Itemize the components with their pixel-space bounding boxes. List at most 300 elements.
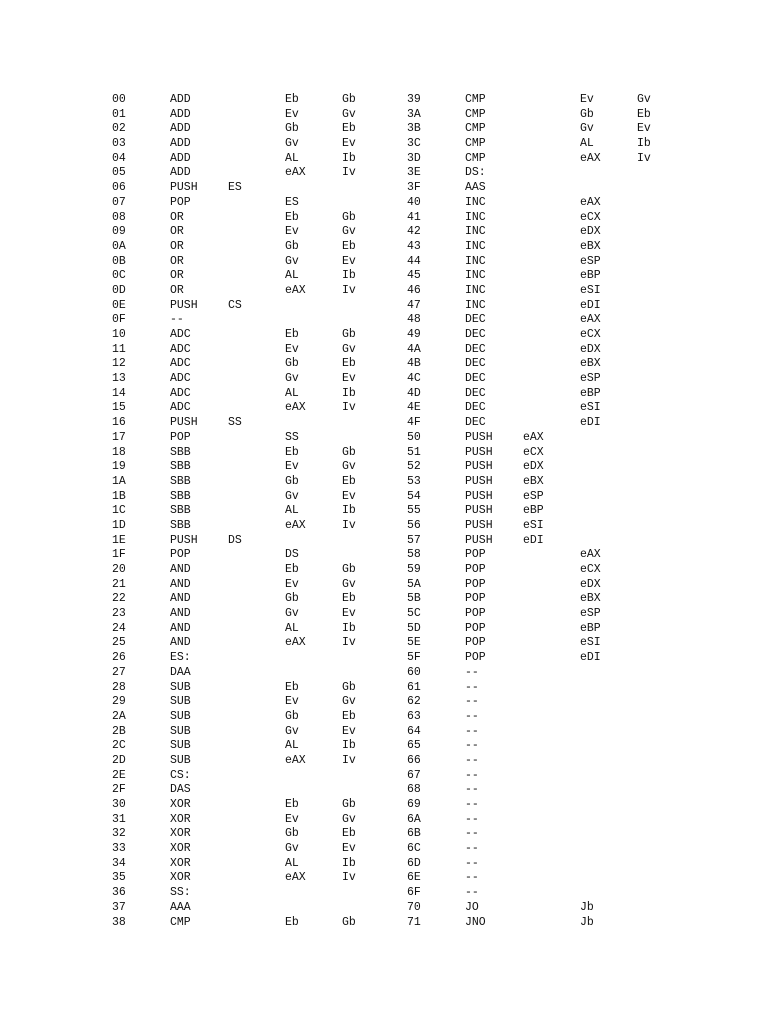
opcode-hex: 59 [407,563,421,576]
opcode-hex: 2D [112,753,126,767]
mnemonic: -- [465,680,479,694]
opcode-hex: 37 [112,900,126,914]
opcode-hex: 5C [407,607,421,621]
operand-2: Gb [342,328,356,341]
mnemonic: AND [170,636,191,650]
operand-1: eAX [580,548,601,562]
opcode-hex: 0B [112,254,126,268]
opcode-hex: 31 [112,812,126,826]
operand-1: eAX [285,283,306,297]
opcode-hex: 06 [112,181,126,195]
operand-1: eSP [580,372,601,386]
operand-1: Gv [285,137,299,151]
mnemonic: DEC [465,386,486,400]
opcode-hex: 46 [407,283,421,297]
mnemonic: OR [170,254,184,268]
mnemonic: ADD [170,137,191,151]
mnemonic: DEC [465,401,486,415]
mnemonic: SBB [170,518,191,532]
opcode-hex: 4B [407,357,421,371]
mnemonic: INC [465,210,486,224]
opcode-hex: 0E [112,298,126,312]
mnemonic: PUSH [170,533,198,547]
mnemonic: SBB [170,474,191,488]
mnemonic: POP [465,577,486,591]
opcode-hex: 33 [112,842,126,856]
opcode-hex: 05 [112,166,126,180]
operand-2: Eb [342,709,356,723]
operand-1: eAX [285,166,306,180]
mnemonic: -- [465,665,479,679]
operand-1: eAX [285,636,306,650]
operand-1: Gb [285,592,299,606]
operand-1: AL [580,137,594,151]
opcode-hex: 36 [112,886,126,900]
mnemonic: CMP [465,93,486,106]
opcode-hex: 00 [112,93,126,106]
operand-1: eCX [580,210,601,224]
operand-2: Gv [342,577,356,591]
mnemonic: ADC [170,328,191,341]
mnemonic: AND [170,563,191,576]
opcode-hex: 3D [407,151,421,165]
opcode-hex: 2C [112,739,126,753]
opcode-hex: 6C [407,842,421,856]
mnemonic: DEC [465,313,486,327]
opcode-hex: 25 [112,636,126,650]
register-operand: eBX [523,474,544,488]
opcode-hex: 17 [112,430,126,444]
operand-2: Iv [342,871,356,885]
mnemonic: -- [465,753,479,767]
register-operand: eDX [523,460,544,474]
register-operand: eAX [523,430,544,444]
opcode-hex: 44 [407,254,421,268]
opcode-hex: 0A [112,239,126,253]
operand-1: eAX [285,753,306,767]
mnemonic: -- [465,739,479,753]
operand-2: Iv [342,283,356,297]
opcode-hex: 60 [407,665,421,679]
operand-1: Gb [285,239,299,253]
operand-2: Ib [342,386,356,400]
mnemonic: POP [465,636,486,650]
mnemonic: XOR [170,827,191,841]
mnemonic: -- [465,827,479,841]
operand-1: Gv [285,724,299,738]
mnemonic: SUB [170,709,191,723]
mnemonic: PUSH [465,474,493,488]
mnemonic: PUSH [465,489,493,503]
mnemonic: -- [465,695,479,709]
operand-1: eAX [285,518,306,532]
mnemonic: PUSH [465,504,493,518]
opcode-hex: 29 [112,695,126,709]
mnemonic: ADD [170,107,191,121]
opcode-hex: 62 [407,695,421,709]
operand-2: Ev [637,122,651,136]
operand-1: eDI [580,298,601,312]
opcode-hex: 1B [112,489,126,503]
opcode-hex: 57 [407,533,421,547]
mnemonic: JO [465,900,479,914]
opcode-hex: 50 [407,430,421,444]
operand-1: ES [285,195,299,209]
mnemonic: POP [170,430,191,444]
mnemonic: DAA [170,665,191,679]
opcode-hex: 61 [407,680,421,694]
operand-1: AL [285,856,299,870]
operand-2: Eb [342,357,356,371]
operand-2: Gb [342,210,356,224]
mnemonic: PUSH [170,181,198,195]
mnemonic: POP [465,621,486,635]
operand-1: Jb [580,900,594,914]
mnemonic: -- [465,724,479,738]
mnemonic: XOR [170,871,191,885]
opcode-hex: 48 [407,313,421,327]
register-operand: CS [228,298,242,312]
mnemonic: CMP [465,137,486,151]
operand-1: Ev [580,93,594,106]
operand-1: eAX [285,871,306,885]
operand-1: Gv [285,489,299,503]
opcode-hex: 71 [407,915,421,929]
operand-2: Eb [342,592,356,606]
mnemonic: DEC [465,372,486,386]
mnemonic: SUB [170,753,191,767]
opcode-hex: 65 [407,739,421,753]
opcode-hex: 0C [112,269,126,283]
opcode-hex: 23 [112,607,126,621]
mnemonic: SUB [170,739,191,753]
opcode-hex: 0F [112,313,126,327]
mnemonic: SBB [170,504,191,518]
opcode-hex: 0D [112,283,126,297]
opcode-hex: 41 [407,210,421,224]
opcode-hex: 52 [407,460,421,474]
mnemonic: DEC [465,342,486,356]
operand-1: Gv [285,254,299,268]
opcode-hex: 1D [112,518,126,532]
operand-1: AL [285,151,299,165]
mnemonic: OR [170,225,184,239]
opcode-hex: 5B [407,592,421,606]
mnemonic: INC [465,269,486,283]
operand-2: Gb [342,93,356,106]
mnemonic: INC [465,225,486,239]
mnemonic: INC [465,298,486,312]
operand-1: Gb [285,357,299,371]
mnemonic: OR [170,239,184,253]
opcode-hex: 21 [112,577,126,591]
operand-1: eDX [580,577,601,591]
mnemonic: INC [465,195,486,209]
operand-2: Iv [342,636,356,650]
mnemonic: DS: [465,166,486,180]
opcode-hex: 3C [407,137,421,151]
opcode-hex: 08 [112,210,126,224]
operand-2: Gb [342,798,356,811]
register-operand: eCX [523,445,544,459]
opcode-hex: 5E [407,636,421,650]
operand-1: eDX [580,225,601,239]
opcode-hex: 01 [112,107,126,121]
operand-1: Eb [285,680,299,694]
opcode-hex: 16 [112,416,126,430]
mnemonic: AAS [465,181,486,195]
opcode-hex: 2B [112,724,126,738]
opcode-hex: 14 [112,386,126,400]
mnemonic: -- [465,709,479,723]
mnemonic: ADC [170,372,191,386]
mnemonic: POP [170,195,191,209]
opcode-hex: 28 [112,680,126,694]
opcode-hex: 34 [112,856,126,870]
operand-1: Gb [285,709,299,723]
opcode-hex: 11 [112,342,126,356]
operand-2: Eb [637,107,651,121]
mnemonic: SUB [170,680,191,694]
operand-2: Ev [342,254,356,268]
operand-1: AL [285,739,299,753]
mnemonic: -- [465,768,479,782]
mnemonic: AND [170,607,191,621]
operand-2: Gv [342,695,356,709]
operand-1: AL [285,386,299,400]
operand-1: eAX [285,401,306,415]
operand-2: Gv [342,812,356,826]
opcode-hex: 39 [407,93,421,106]
opcode-hex: 20 [112,563,126,576]
mnemonic: CMP [170,915,191,929]
mnemonic: -- [170,313,184,327]
mnemonic: -- [465,886,479,900]
mnemonic: -- [465,856,479,870]
operand-1: Eb [285,93,299,106]
operand-2: Gb [342,445,356,459]
operand-1: eSI [580,283,601,297]
operand-1: Eb [285,445,299,459]
mnemonic: ADD [170,166,191,180]
mnemonic: XOR [170,812,191,826]
register-operand: eDI [523,533,544,547]
mnemonic: INC [465,254,486,268]
mnemonic: POP [465,548,486,562]
operand-2: Gv [342,460,356,474]
operand-1: eCX [580,328,601,341]
operand-1: Gb [580,107,594,121]
operand-1: eSI [580,401,601,415]
mnemonic: XOR [170,842,191,856]
mnemonic: ADC [170,401,191,415]
mnemonic: DEC [465,416,486,430]
opcode-hex: 4C [407,372,421,386]
mnemonic: CMP [465,151,486,165]
opcode-hex: 53 [407,474,421,488]
mnemonic: ADC [170,386,191,400]
opcode-hex: 35 [112,871,126,885]
mnemonic: SUB [170,695,191,709]
opcode-hex: 64 [407,724,421,738]
mnemonic: -- [465,812,479,826]
operand-1: eBX [580,592,601,606]
operand-1: eSI [580,636,601,650]
mnemonic: ADC [170,357,191,371]
operand-2: Ev [342,842,356,856]
operand-1: eCX [580,563,601,576]
opcode-hex: 6F [407,886,421,900]
mnemonic: XOR [170,798,191,811]
opcode-hex: 4E [407,401,421,415]
opcode-hex: 30 [112,798,126,811]
operand-2: Gb [342,563,356,576]
opcode-hex: 42 [407,225,421,239]
mnemonic: PUSH [465,430,493,444]
opcode-hex: 5D [407,621,421,635]
mnemonic: PUSH [465,460,493,474]
operand-1: eAX [580,313,601,327]
opcode-hex: 47 [407,298,421,312]
opcode-hex: 6E [407,871,421,885]
mnemonic: -- [465,798,479,811]
operand-2: Ib [342,856,356,870]
operand-1: Gv [580,122,594,136]
operand-2: Gv [342,107,356,121]
operand-1: Ev [285,107,299,121]
opcode-hex: 55 [407,504,421,518]
opcode-hex: 32 [112,827,126,841]
operand-1: Jb [580,915,594,929]
mnemonic: ADD [170,151,191,165]
opcode-hex: 63 [407,709,421,723]
opcode-hex: 1F [112,548,126,562]
opcode-hex: 6D [407,856,421,870]
opcode-hex: 18 [112,445,126,459]
operand-1: Ev [285,577,299,591]
opcode-hex: 02 [112,122,126,136]
opcode-hex: 5F [407,651,421,665]
mnemonic: PUSH [465,445,493,459]
mnemonic: SS: [170,886,191,900]
operand-1: eBP [580,621,601,635]
operand-2: Ev [342,137,356,151]
operand-1: Eb [285,798,299,811]
mnemonic: CMP [465,107,486,121]
mnemonic: -- [465,871,479,885]
mnemonic: POP [465,607,486,621]
opcode-hex: 1A [112,474,126,488]
operand-1: eDX [580,342,601,356]
operand-1: Gb [285,474,299,488]
opcode-hex: 67 [407,768,421,782]
opcode-hex: 07 [112,195,126,209]
operand-2: Iv [342,166,356,180]
opcode-hex: 12 [112,357,126,371]
mnemonic: ADD [170,93,191,106]
opcode-hex: 54 [407,489,421,503]
operand-2: Ib [342,151,356,165]
opcode-hex: 6A [407,812,421,826]
mnemonic: DEC [465,328,486,341]
operand-2: Ib [342,269,356,283]
operand-1: Gb [285,122,299,136]
mnemonic: ADC [170,342,191,356]
mnemonic: CMP [465,122,486,136]
mnemonic: OR [170,269,184,283]
mnemonic: DAS [170,783,191,797]
opcode-hex: 10 [112,328,126,341]
register-operand: eBP [523,504,544,518]
operand-1: eBP [580,269,601,283]
opcode-hex: 26 [112,651,126,665]
mnemonic: PUSH [465,518,493,532]
operand-1: eAX [580,151,601,165]
opcode-hex: 68 [407,783,421,797]
operand-1: DS [285,548,299,562]
operand-1: eBX [580,357,601,371]
operand-2: Ib [342,621,356,635]
mnemonic: SUB [170,724,191,738]
operand-2: Iv [342,753,356,767]
opcode-hex: 1C [112,504,126,518]
operand-1: AL [285,504,299,518]
operand-2: Iv [342,401,356,415]
operand-2: Ib [637,137,651,151]
opcode-hex: 3E [407,166,421,180]
opcode-hex: 4D [407,386,421,400]
operand-1: eBP [580,386,601,400]
opcode-hex: 2E [112,768,126,782]
operand-1: Eb [285,210,299,224]
mnemonic: DEC [465,357,486,371]
opcode-hex: 70 [407,900,421,914]
opcode-hex: 1E [112,533,126,547]
operand-2: Ib [342,739,356,753]
opcode-hex: 09 [112,225,126,239]
mnemonic: INC [465,239,486,253]
mnemonic: POP [465,592,486,606]
register-operand: SS [228,416,242,430]
opcode-hex: 19 [112,460,126,474]
opcode-hex: 4A [407,342,421,356]
operand-1: Ev [285,695,299,709]
mnemonic: AND [170,621,191,635]
operand-2: Iv [342,518,356,532]
opcode-hex: 58 [407,548,421,562]
opcode-hex: 43 [407,239,421,253]
opcode-hex: 24 [112,621,126,635]
mnemonic: -- [465,783,479,797]
mnemonic: POP [465,563,486,576]
operand-2: Gb [342,915,356,929]
mnemonic: ADD [170,122,191,136]
opcode-hex: 4F [407,416,421,430]
operand-2: Eb [342,239,356,253]
operand-2: Gv [637,93,651,106]
operand-1: Gv [285,842,299,856]
operand-2: Ev [342,372,356,386]
mnemonic: INC [465,283,486,297]
operand-1: Gb [285,827,299,841]
operand-1: eBX [580,239,601,253]
mnemonic: PUSH [170,298,198,312]
operand-1: Eb [285,563,299,576]
operand-1: eDI [580,651,601,665]
opcode-hex: 40 [407,195,421,209]
mnemonic: AAA [170,900,191,914]
mnemonic: SBB [170,445,191,459]
